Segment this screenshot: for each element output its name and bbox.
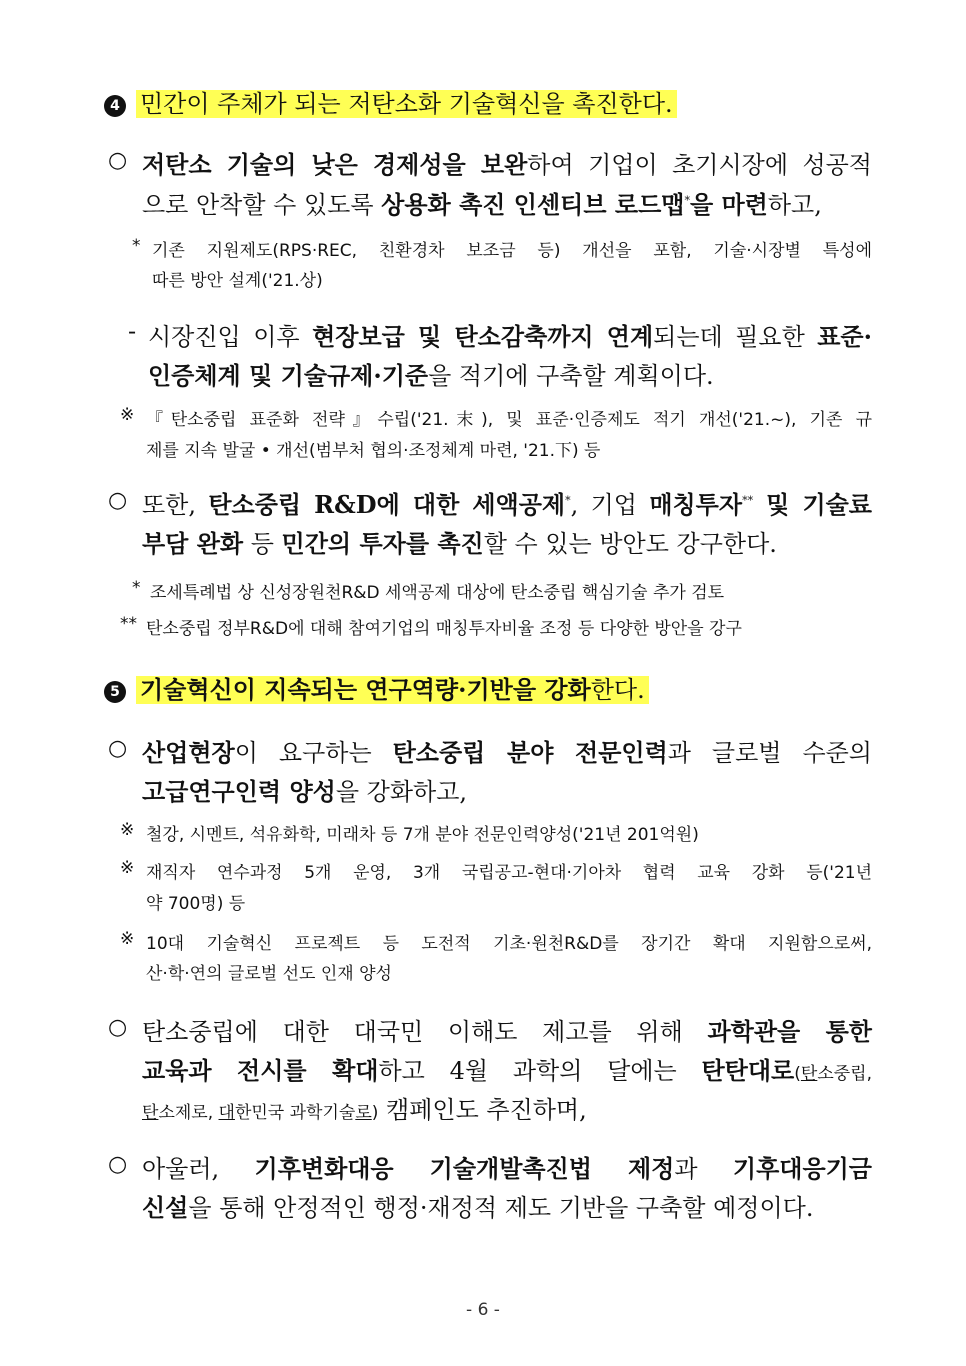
page-number: - 6 -: [466, 1300, 500, 1320]
s5-p3-line2: 신설을 통해 안정적인 행정·재정적 제도 기반을 구축할 예정이다.: [142, 1193, 814, 1222]
bullet-icon: ○: [108, 1015, 128, 1040]
reference-mark: ※: [120, 820, 135, 840]
reference-mark: ※: [120, 929, 135, 949]
s4-note2-line2: 제를 지속 발굴 • 개선(범부처 협의·조정체계 마련, '21.下) 등: [146, 441, 601, 461]
note-mark: *: [132, 578, 141, 598]
s5-note2-line2: 약 700명) 등: [146, 894, 246, 914]
section-5-title: 기술혁신이 지속되는 연구역량·기반을 강화한다.: [136, 676, 649, 704]
s4-dash-line2: 인증체계 및 기술규제·기준을 적기에 구축할 계획이다.: [148, 361, 714, 390]
section-number-badge: 4: [104, 95, 126, 117]
s4-note1-line1: 기존 지원제도(RPS·REC, 친환경차 보조금 등) 개선을 포함, 기술·시장별 특성에: [152, 241, 872, 261]
reference-mark: ※: [120, 858, 135, 878]
s5-p1-line1: 산업현장이 요구하는 탄소중립 분야 전문인력과 글로벌 수준의: [142, 738, 872, 767]
s5-note3-line1: 10대 기술혁신 프로젝트 등 도전적 기초·원천R&D를 장기간 확대 지원함으로써,: [146, 934, 872, 954]
s4-note1-line2: 따른 방안 설계('21.상): [152, 271, 323, 291]
s5-p1-line2: 고급연구인력 양성을 강화하고,: [142, 777, 468, 806]
reference-mark: ※: [120, 405, 135, 425]
bullet-icon: ○: [108, 1152, 128, 1177]
s5-note2-line1: 재직자 연수과정 5개 운영, 3개 국립공고-현대·기아차 협력 교육 강화 등('21년: [146, 863, 872, 883]
s4-p1-line1: 저탄소 기술의 낮은 경제성을 보완하여 기업이 초기시장에 성공적: [142, 150, 872, 179]
s4-p1-line2: 으로 안착할 수 있도록 상용화 촉진 인센티브 로드맵*을 마련하고,: [142, 190, 822, 219]
section-4-heading: [104, 88, 966, 120]
dash-mark: -: [128, 317, 137, 345]
section-number-badge: 5: [104, 681, 126, 703]
s4-dash-line1: 시장진입 이후 현장보급 및 탄소감축까지 연계되는데 필요한 표준·: [148, 322, 872, 351]
note-mark: **: [120, 614, 137, 634]
bullet-icon: ○: [108, 148, 128, 173]
s5-note1: 철강, 시멘트, 석유화학, 미래차 등 7개 분야 전문인력양성('21년 201억원): [146, 825, 699, 845]
s4-p2-line2: 부담 완화 등 민간의 투자를 촉진할 수 있는 방안도 강구한다.: [142, 529, 777, 558]
bullet-icon: ○: [108, 488, 128, 513]
section-5-heading: [104, 674, 966, 706]
s5-p2-line2: 교육과 전시를 확대하고 4월 과학의 달에는 탄탄대로(탄소중립,: [142, 1056, 872, 1085]
s4-note4: 탄소중립 정부R&D에 대해 참여기업의 매칭투자비율 조정 등 다양한 방안을 강구: [146, 619, 742, 639]
s4-p2-line1: 또한, 탄소중립 R&D에 대한 세액공제*, 기업 매칭투자** 및 기술료: [142, 490, 872, 519]
s5-note3-line2: 산·학·연의 글로벌 선도 인재 양성: [146, 964, 392, 984]
s5-p2-line1: 탄소중립에 대한 대국민 이해도 제고를 위해 과학관을 통한: [142, 1017, 872, 1046]
note-mark: *: [132, 236, 141, 256]
section-4-title: 민간이 주체가 되는 저탄소화 기술혁신을 촉진한다.: [136, 90, 677, 118]
bullet-icon: ○: [108, 736, 128, 761]
s4-note2-line1: 『탄소중립 표준화 전략』수립('21.末), 및 표준·인증제도 적기 개선('21.~), 기존 규: [146, 410, 872, 430]
s5-p2-line3: 탄소제로, 대한민국 과학기술로) 캠페인도 추진하며,: [142, 1096, 587, 1124]
s4-note3: 조세특례법 상 신성장원천R&D 세액공제 대상에 탄소중립 핵심기술 추가 검토: [150, 583, 725, 603]
s5-p3-line1: 아울러, 기후변화대응 기술개발촉진법 제정과 기후대응기금: [142, 1154, 872, 1183]
